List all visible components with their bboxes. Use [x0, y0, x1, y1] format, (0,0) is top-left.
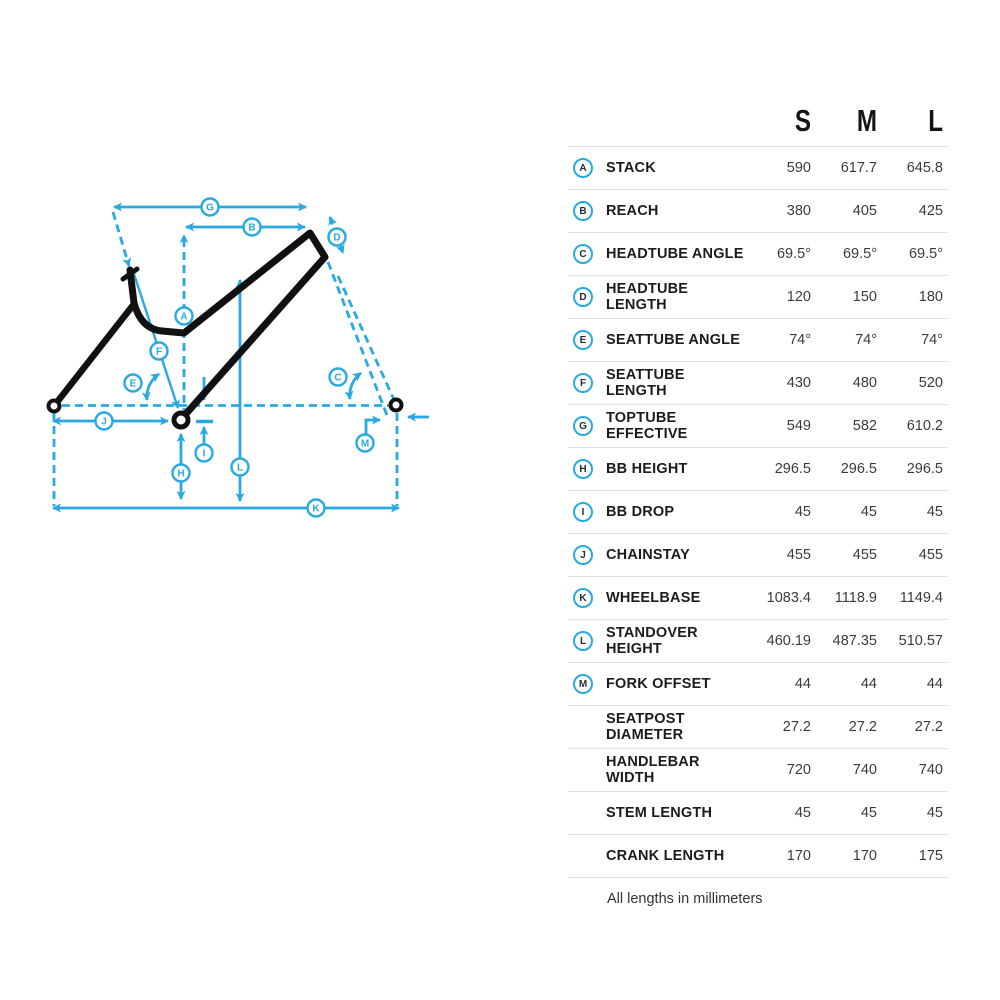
table-row-headtube-angle — [568, 232, 948, 275]
row-badge: M — [573, 674, 593, 694]
row-badge: F — [573, 373, 593, 393]
row-label: STACK — [606, 160, 656, 176]
row-badge: B — [573, 201, 593, 221]
value-l: 296.5 — [906, 461, 943, 477]
value-s: 430 — [786, 375, 811, 391]
value-s: 27.2 — [782, 719, 811, 735]
row-badge: K — [573, 588, 593, 608]
size-header-m: M — [856, 102, 877, 138]
size-header-row — [568, 95, 948, 146]
value-l: 74° — [921, 332, 943, 348]
diagram-badge-f — [151, 343, 168, 360]
diagram-badge-k — [308, 500, 325, 517]
table-row-toptube-effective — [568, 404, 948, 447]
row-label: REACH — [606, 203, 659, 219]
value-s: 460.19 — [766, 633, 811, 649]
row-label: BB HEIGHT — [606, 461, 688, 477]
value-m: 405 — [852, 203, 877, 219]
value-m: 296.5 — [840, 461, 877, 477]
value-l: 180 — [918, 289, 943, 305]
row-badge: A — [573, 158, 593, 178]
value-l: 45 — [926, 504, 943, 520]
badge-letter: M — [360, 438, 370, 450]
row-badge — [573, 846, 593, 866]
badge-letter: E — [129, 378, 137, 390]
row-badge: J — [573, 545, 593, 565]
seattube-angle-arc-e — [147, 374, 159, 400]
table-row-seattube-angle — [568, 318, 948, 361]
value-m: 487.35 — [832, 633, 877, 649]
diagram-badge-g — [202, 199, 219, 216]
badge-letter: D — [333, 232, 341, 244]
diagram-badge-c — [330, 369, 347, 386]
row-badge: H — [573, 459, 593, 479]
value-s: 380 — [786, 203, 811, 219]
row-label: SEATTUBE ANGLE — [606, 332, 741, 348]
seatstay-tube — [54, 304, 134, 406]
value-l: 740 — [918, 762, 943, 778]
value-m: 45 — [860, 504, 877, 520]
table-row-seattube-length — [568, 361, 948, 404]
steering-axis-line — [328, 262, 388, 418]
table-row-standover-height — [568, 619, 948, 662]
value-l: 69.5° — [908, 246, 943, 262]
value-s: 74° — [789, 332, 811, 348]
row-badge: E — [573, 330, 593, 350]
value-s: 120 — [786, 289, 811, 305]
diagram-badge-j — [96, 413, 113, 430]
diagram-badge-b — [244, 219, 261, 236]
row-badge: G — [573, 416, 593, 436]
badge-letter: J — [101, 416, 107, 428]
value-s: 590 — [786, 160, 811, 176]
diagram-badge-a — [176, 308, 193, 325]
value-l: 520 — [918, 375, 943, 391]
size-header-l: L — [928, 102, 943, 138]
value-m: 150 — [852, 289, 877, 305]
row-label: FORK OFFSET — [606, 676, 711, 692]
table-row-headtube-length — [568, 275, 948, 318]
badge-letter: A — [180, 311, 188, 323]
badge-letter: L — [236, 462, 244, 474]
row-label: STEM LENGTH — [606, 805, 713, 821]
badge-letter: H — [177, 468, 185, 480]
units-footnote: All lengths in millimeters — [607, 891, 763, 907]
diagram-badge-l — [232, 459, 249, 476]
frame-outline — [130, 233, 325, 416]
diagram-badge-e — [125, 375, 142, 392]
row-label: WHEELBASE — [606, 590, 701, 606]
value-m: 582 — [852, 418, 877, 434]
headtube-angle-arc-c — [350, 373, 361, 399]
value-s: 170 — [786, 848, 811, 864]
row-label: HEADTUBE LENGTH — [606, 281, 689, 313]
geometry-table — [568, 95, 948, 907]
row-label: TOPTUBE EFFECTIVE — [606, 410, 688, 442]
value-s: 45 — [794, 805, 811, 821]
value-m: 480 — [852, 375, 877, 391]
row-label: BB DROP — [606, 504, 675, 520]
diagram-badge-m — [357, 435, 374, 452]
value-l: 27.2 — [914, 719, 943, 735]
value-s: 1083.4 — [766, 590, 811, 606]
row-label: HEADTUBE ANGLE — [606, 246, 744, 262]
value-l: 645.8 — [906, 160, 943, 176]
value-s: 720 — [786, 762, 811, 778]
diagram-badge-d — [329, 229, 346, 246]
value-s: 44 — [794, 676, 811, 692]
table-row-crank-length — [568, 834, 948, 878]
row-label: STANDOVER HEIGHT — [606, 625, 698, 657]
row-label: SEATTUBE LENGTH — [606, 367, 685, 399]
value-s: 296.5 — [774, 461, 811, 477]
value-m: 740 — [852, 762, 877, 778]
diagram-badge-h — [173, 465, 190, 482]
value-s: 549 — [786, 418, 811, 434]
table-row-bb-height — [568, 447, 948, 490]
value-m: 69.5° — [842, 246, 877, 262]
table-row-reach — [568, 189, 948, 232]
badge-letter: I — [202, 448, 206, 460]
fork-line — [338, 276, 395, 402]
row-badge — [573, 717, 593, 737]
value-m: 455 — [852, 547, 877, 563]
value-m: 27.2 — [848, 719, 877, 735]
bottom-bracket — [174, 413, 188, 427]
fork-offset-elbow-m — [366, 420, 380, 434]
table-row-wheelbase — [568, 576, 948, 619]
table-row-stack — [568, 146, 948, 189]
value-l: 45 — [926, 805, 943, 821]
diagram-badge-i — [196, 445, 213, 462]
value-l: 175 — [918, 848, 943, 864]
row-label: CHAINSTAY — [606, 547, 690, 563]
table-row-chainstay — [568, 533, 948, 576]
row-label: CRANK LENGTH — [606, 848, 725, 864]
bike-geometry-diagram — [0, 0, 470, 540]
row-badge — [573, 803, 593, 823]
table-row-fork-offset — [568, 662, 948, 705]
value-m: 45 — [860, 805, 877, 821]
value-l: 510.57 — [898, 633, 943, 649]
value-s: 45 — [794, 504, 811, 520]
badge-letter: K — [312, 503, 320, 515]
badge-letter: B — [248, 222, 256, 234]
value-l: 425 — [918, 203, 943, 219]
value-l: 610.2 — [906, 418, 943, 434]
row-badge — [573, 760, 593, 780]
seattube-axis-extension — [113, 212, 129, 266]
badge-letter: F — [155, 346, 163, 358]
value-l: 455 — [918, 547, 943, 563]
table-row-seatpost-diameter — [568, 705, 948, 748]
value-m: 170 — [852, 848, 877, 864]
row-badge: D — [573, 287, 593, 307]
rear-axle — [49, 401, 60, 412]
badge-letter: G — [206, 202, 214, 214]
size-header-s: S — [794, 102, 811, 138]
row-badge: L — [573, 631, 593, 651]
value-m: 44 — [860, 676, 877, 692]
row-label: HANDLEBAR WIDTH — [606, 754, 700, 786]
value-l: 44 — [926, 676, 943, 692]
row-badge: C — [573, 244, 593, 264]
row-badge: I — [573, 502, 593, 522]
value-s: 455 — [786, 547, 811, 563]
front-axle — [391, 400, 402, 411]
row-label: SEATPOST DIAMETER — [606, 711, 685, 743]
table-row-handlebar-width — [568, 748, 948, 791]
value-l: 1149.4 — [899, 590, 943, 606]
value-m: 74° — [855, 332, 877, 348]
badge-letter: C — [334, 372, 342, 384]
table-row-stem-length — [568, 791, 948, 834]
value-s: 69.5° — [776, 246, 811, 262]
value-m: 617.7 — [840, 160, 877, 176]
value-m: 1118.9 — [834, 590, 877, 606]
table-row-bb-drop — [568, 490, 948, 533]
